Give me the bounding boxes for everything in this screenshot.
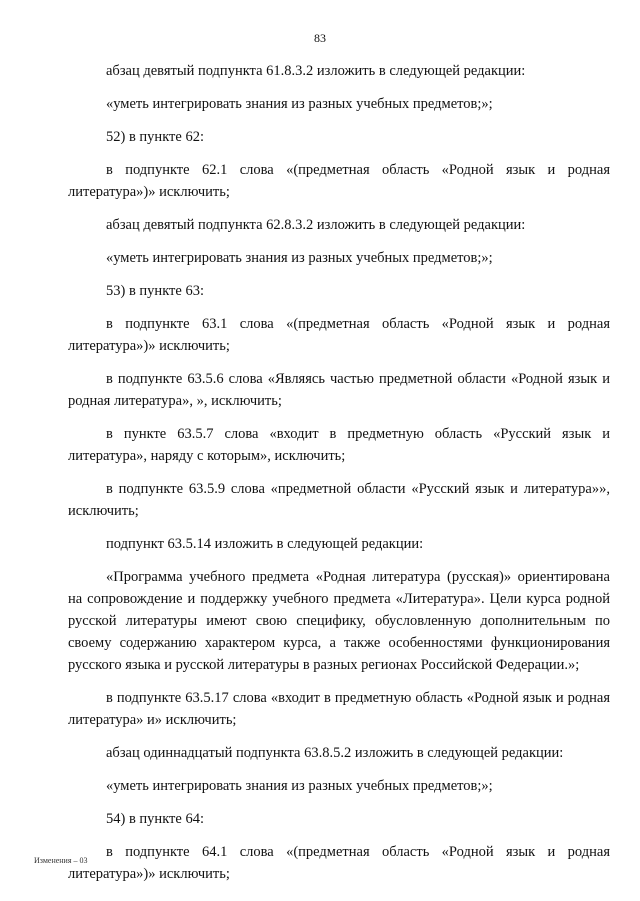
paragraph: 53) в пункте 63: [106,283,204,299]
paragraph: «уметь интегрировать знания из разных учебных предметов;»; [106,250,493,266]
paragraph: в подпункте 63.5.6 слова «Являясь частью предметной области «Родной язык и родная литература», », исключить; [68,371,610,409]
paragraph: подпункт 63.5.14 изложить в следующей редакции: [106,536,424,552]
paragraph: абзац девятый подпункта 61.8.3.2 изложить в следующей редакции: [106,63,526,79]
paragraph: в подпункте 63.5.9 слова «предметной области «Русский язык и литература»», исключить; [68,481,610,519]
paragraph: «уметь интегрировать знания из разных учебных предметов;»; [106,96,493,112]
paragraph: в подпункте 64.1 слова «(предметная область «Родной язык и родная литература»)» исключить; [68,844,610,882]
paragraph: в подпункте 62.1 слова «(предметная область «Родной язык и родная литература»)» исключить; [68,162,610,200]
paragraph: «уметь интегрировать знания из разных учебных предметов;»; [106,778,493,794]
paragraph: 52) в пункте 62: [106,129,204,145]
paragraph: 54) в пункте 64: [106,811,204,827]
footer-revision-note: Изменения – 03 [34,856,88,865]
paragraph: «Программа учебного предмета «Родная литература (русская)» ориентирована на сопровождение и поддержку учебного предмета «Литература». Цели курса родной русской литературы имеют свою специфику, обусловленную дополнительным по своему содержанию характером курса, а также особенностями функционирования русского языка и русской литературы в разных регионах Российской Федерации.»; [68,569,610,673]
paragraph: в подпункте 63.1 слова «(предметная область «Родной язык и родная литература»)» исключить; [68,316,610,354]
paragraph: в подпункте 63.5.17 слова «входит в предметную область «Родной язык и родная литература» и» исключить; [68,690,610,728]
paragraph: в пункте 63.5.7 слова «входит в предметную область «Русский язык и литература», наряду с которым», исключить; [68,426,610,464]
document-body [68,60,610,896]
page-number: 83 [314,31,326,45]
paragraph: абзац одиннадцатый подпункта 63.8.5.2 изложить в следующей редакции: [106,745,564,761]
paragraph: абзац девятый подпункта 62.8.3.2 изложить в следующей редакции: [106,217,526,233]
